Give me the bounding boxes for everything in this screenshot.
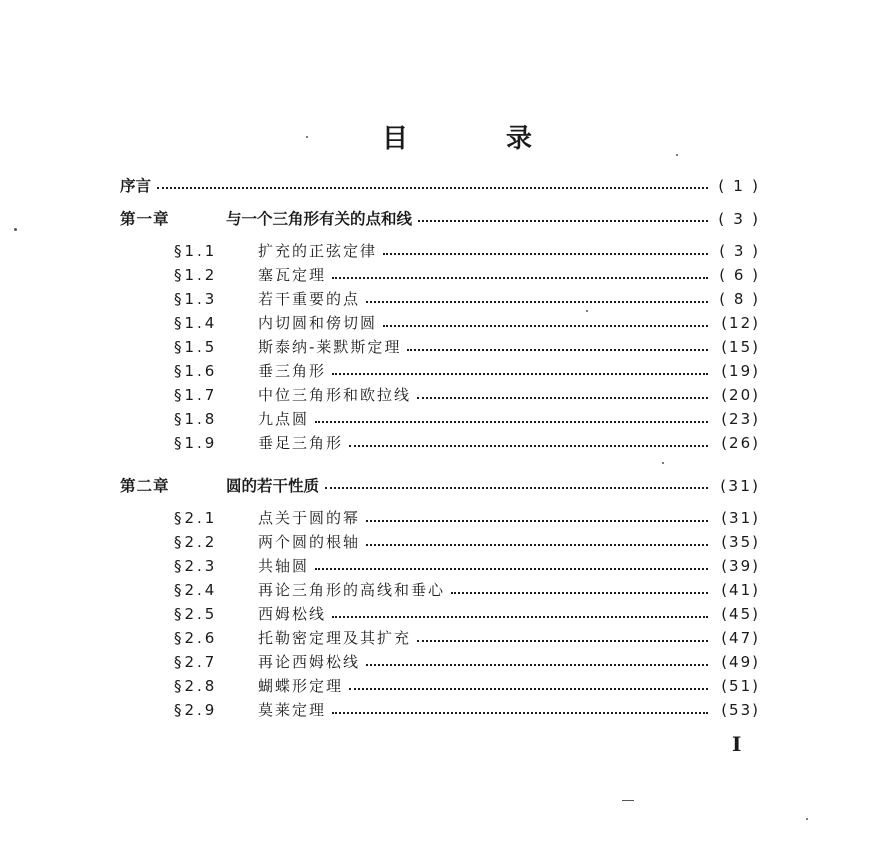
toc-entry-section-2-8[interactable] [174, 675, 760, 699]
dot-leader [349, 688, 708, 690]
chapter-number: 第二章 [120, 477, 170, 495]
section-title: 塞瓦定理 [258, 266, 327, 284]
page-ref: (31) [721, 509, 760, 527]
section-number: §1.5 [174, 338, 218, 356]
section-number: §1.8 [174, 410, 218, 428]
section-title: 若干重要的点 [258, 290, 361, 308]
toc-entry-section-1-9[interactable] [174, 432, 760, 456]
section-title: 垂三角形 [258, 362, 327, 380]
section-title: 再论三角形的高线和垂心 [258, 581, 446, 599]
page-ref: (23) [721, 410, 760, 428]
dot-leader [349, 445, 708, 447]
toc-entry-section-1-2[interactable] [174, 264, 760, 288]
dot-leader [418, 220, 708, 222]
toc-entry-section-1-6[interactable] [174, 360, 760, 384]
page-ref: (45) [721, 605, 760, 623]
section-title: 莫莱定理 [258, 701, 327, 719]
dot-leader [366, 301, 708, 303]
toc-entry-section-2-9[interactable] [174, 699, 760, 723]
toc-entry-section-1-7[interactable] [174, 384, 760, 408]
page-ref: (49) [721, 653, 760, 671]
dot-leader [315, 421, 708, 423]
toc-entry-section-2-2[interactable] [174, 531, 760, 555]
section-title: 斯泰纳-莱默斯定理 [258, 338, 402, 356]
toc-entry-section-1-4[interactable] [174, 312, 760, 336]
section-number: §1.1 [174, 242, 218, 260]
section-number: §2.4 [174, 581, 218, 599]
page-ref: (53) [721, 701, 760, 719]
section-title: 中位三角形和欧拉线 [258, 386, 412, 404]
page-ref: ( 6 ) [719, 266, 760, 284]
scan-speck [622, 800, 634, 801]
preface-label: 序言 [120, 177, 152, 195]
section-title: 九点圆 [258, 410, 310, 428]
toc-entry-section-2-5[interactable] [174, 603, 760, 627]
section-number: §2.7 [174, 653, 218, 671]
title-char-2: 录 [505, 124, 532, 154]
section-number: §2.6 [174, 629, 218, 647]
section-number: §2.9 [174, 701, 218, 719]
dot-leader [366, 544, 708, 546]
page-ref: (19) [721, 362, 760, 380]
page-ref: (20) [721, 386, 760, 404]
scan-speck [14, 228, 17, 231]
section-number: §1.7 [174, 386, 218, 404]
toc-entry-section-2-7[interactable] [174, 651, 760, 675]
page-ref: (41) [721, 581, 760, 599]
page-ref: (26) [721, 434, 760, 452]
toc-entry-chapter-1[interactable] [120, 207, 760, 231]
section-number: §1.9 [174, 434, 218, 452]
scan-speck [586, 310, 588, 312]
chapter-title: 与一个三角形有关的点和线 [226, 210, 413, 228]
scan-speck [806, 818, 808, 820]
page-ref: ( 3 ) [718, 210, 760, 228]
section-number: §1.2 [174, 266, 218, 284]
section-number: §1.3 [174, 290, 218, 308]
toc-entry-section-1-3[interactable] [174, 288, 760, 312]
section-title: 内切圆和傍切圆 [258, 314, 378, 332]
dot-leader [157, 187, 708, 189]
toc-entry-section-1-5[interactable] [174, 336, 760, 360]
page-ref: ( 3 ) [719, 242, 760, 260]
section-title: 两个圆的根轴 [258, 533, 361, 551]
chapter-number: 第一章 [120, 210, 170, 228]
section-number: §2.1 [174, 509, 218, 527]
dot-leader [383, 325, 708, 327]
page-number: I [732, 732, 742, 756]
page-ref: (35) [721, 533, 760, 551]
dot-leader [366, 520, 708, 522]
scan-speck [662, 462, 664, 464]
title-char-1: 目 [382, 124, 409, 154]
section-number: §2.8 [174, 677, 218, 695]
toc-entry-section-1-1[interactable] [174, 240, 760, 264]
chapter-title: 圆的若干性质 [226, 477, 320, 495]
section-title: 再论西姆松线 [258, 653, 361, 671]
section-title: 蝴蝶形定理 [258, 677, 344, 695]
page-ref: ( 1 ) [718, 177, 760, 195]
toc-entry-section-2-4[interactable] [174, 579, 760, 603]
page-ref: ( 8 ) [719, 290, 760, 308]
section-number: §1.4 [174, 314, 218, 332]
toc-entry-section-1-8[interactable] [174, 408, 760, 432]
page-ref: (47) [721, 629, 760, 647]
toc-entry-section-2-1[interactable] [174, 507, 760, 531]
dot-leader [407, 349, 708, 351]
section-title: 点关于圆的幂 [258, 509, 361, 527]
section-title: 扩充的正弦定律 [258, 242, 378, 260]
dot-leader [332, 373, 708, 375]
section-title: 西姆松线 [258, 605, 327, 623]
section-number: §1.6 [174, 362, 218, 380]
scan-speck [306, 136, 308, 138]
section-number: §2.2 [174, 533, 218, 551]
page-ref: (51) [721, 677, 760, 695]
page-ref: (39) [721, 557, 760, 575]
section-title: 共轴圆 [258, 557, 310, 575]
scan-speck [676, 154, 678, 156]
toc-entry-section-2-3[interactable] [174, 555, 760, 579]
dot-leader [332, 616, 708, 618]
section-number: §2.5 [174, 605, 218, 623]
section-number: §2.3 [174, 557, 218, 575]
dot-leader [325, 487, 708, 489]
toc-entry-section-2-6[interactable] [174, 627, 760, 651]
dot-leader [417, 397, 708, 399]
page-ref: (15) [721, 338, 760, 356]
page-ref: (31) [720, 477, 760, 495]
dot-leader [332, 277, 708, 279]
dot-leader [315, 568, 708, 570]
section-title: 垂足三角形 [258, 434, 344, 452]
dot-leader [417, 640, 708, 642]
dot-leader [383, 253, 708, 255]
dot-leader [332, 712, 708, 714]
toc-entry-chapter-2[interactable] [120, 474, 760, 498]
section-title: 托勒密定理及其扩充 [258, 629, 412, 647]
toc-entry-preface[interactable] [120, 174, 760, 198]
page-ref: (12) [721, 314, 760, 332]
dot-leader [451, 592, 708, 594]
dot-leader [366, 664, 708, 666]
